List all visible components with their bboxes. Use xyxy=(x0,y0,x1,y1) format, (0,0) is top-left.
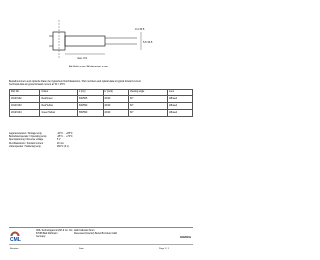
cell-wavelength: 565/590 xyxy=(77,109,103,116)
description-paragraph xyxy=(9,80,192,86)
header-viewing-angle: Viewing angle xyxy=(129,90,168,96)
header-part-no: Part No. xyxy=(10,90,40,96)
cell-colour: Red/Yellow xyxy=(40,102,77,109)
header-colour: Colour xyxy=(40,90,77,96)
cml-logo xyxy=(9,230,35,242)
spec-value: 5 V xyxy=(57,139,61,142)
description-line-2: Technical data at typical forward current at TA = 25°C xyxy=(9,83,66,87)
spec-key: Sperrspannung / Reverse voltage xyxy=(9,139,44,142)
cell-lens: diffused xyxy=(168,109,193,116)
date-label: Date xyxy=(79,248,84,250)
spec-key: Betriebstemperatur / Operating temp. xyxy=(9,136,47,139)
document-number: 1812X10x xyxy=(180,236,191,239)
cell-colour: Red/Green xyxy=(40,95,77,102)
product-title-line-2: Recessed (Interior) Bezel Bi-Colour LED xyxy=(74,232,117,235)
spec-key: Durchlassstrom / Forward current xyxy=(9,142,44,145)
cell-part-no: 1812X103 xyxy=(10,102,40,109)
dimension-width: 5.5 ±0.5 xyxy=(143,41,153,44)
spec-key: Lagertemperatur / Storage temp. xyxy=(9,133,43,135)
cell-lens: diffused xyxy=(168,95,193,102)
spec-value: 260°C (3 s) xyxy=(57,145,69,148)
list-item xyxy=(9,146,73,149)
revision-row xyxy=(9,244,193,254)
dimension-small: 3.4 ±0.5 xyxy=(135,28,145,31)
product-title-line-1: LED Indicator 6mm xyxy=(74,229,95,232)
cell-intensity: 20/20 xyxy=(103,95,129,102)
company-name: CML Technologies GmbH & Co. KG xyxy=(36,230,73,232)
cell-lens: diffused xyxy=(168,102,193,109)
table-row xyxy=(10,102,193,109)
cell-part-no: 1812X102 xyxy=(10,95,40,102)
parts-table xyxy=(9,89,193,117)
spec-key: Löttemperatur / Soldering temp. xyxy=(9,145,42,148)
spec-value: -40°C ... +85°C xyxy=(57,133,73,135)
cell-colour: Green/Yellow xyxy=(40,109,77,116)
spec-value: 20 mA xyxy=(57,142,64,145)
title-block xyxy=(9,227,193,254)
product-title xyxy=(74,229,117,235)
company-country: Germany xyxy=(36,235,46,238)
company-city: 67098 Bad Dürkheim xyxy=(36,232,58,235)
cell-intensity: 20/20 xyxy=(103,109,129,116)
cell-wavelength: 630/590 xyxy=(77,102,103,109)
header-lens: Lens xyxy=(168,90,193,96)
datasheet-page xyxy=(9,6,193,256)
header-intensity: Iv (mcd) xyxy=(103,90,129,96)
page-number: Page 1 / 1 xyxy=(159,248,169,250)
header-wavelength: λ (nm) xyxy=(77,90,103,96)
cell-viewing-angle: 60° xyxy=(129,95,168,102)
drawing-caption: Alle Maße in mm / All dimensions in mm xyxy=(69,66,108,68)
cell-wavelength: 630/565 xyxy=(77,95,103,102)
cell-viewing-angle: 60° xyxy=(129,109,168,116)
cell-viewing-angle: 60° xyxy=(129,102,168,109)
led-technical-drawing xyxy=(45,18,165,63)
spec-list xyxy=(9,133,73,149)
spec-value: -25°C ... +70°C xyxy=(57,136,73,139)
logo-text: CML xyxy=(10,237,21,242)
table-row xyxy=(10,109,193,116)
table-row xyxy=(10,95,193,102)
revision-label: Revision xyxy=(10,248,19,250)
cell-intensity: 20/20 xyxy=(103,102,129,109)
company-address xyxy=(36,230,72,239)
cell-part-no: 1812X104 xyxy=(10,109,40,116)
description-line-1: Bestellnummern und optische Daten bei typischem Durchlassstrom / Part numbers and optical data at typical forward current xyxy=(9,80,141,83)
dimension-length: max. 6.9 xyxy=(77,57,87,60)
